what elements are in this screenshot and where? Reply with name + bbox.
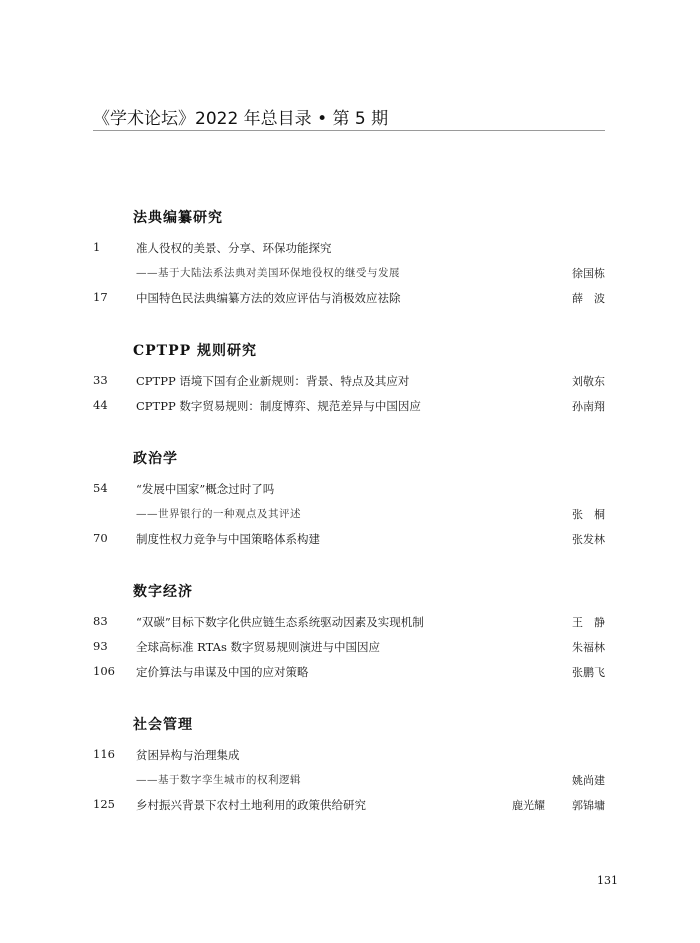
section-heading: 数字经济: [133, 584, 193, 600]
toc-entry-subtitle: [93, 265, 605, 285]
entry-title: CPTPP 语境下国有企业新规则：背景、特点及其应对: [136, 374, 410, 388]
entry-page: 70: [93, 531, 108, 545]
entry-title: 贫困异构与治理集成: [136, 748, 240, 762]
toc-entry: [93, 664, 605, 684]
page-title: 《学术论坛》2022 年总目录 • 第 5 期: [93, 109, 389, 129]
toc-entry-subtitle: [93, 772, 605, 792]
toc-entry: [93, 614, 605, 634]
toc-entry: [93, 639, 605, 659]
entry-author: 姚尚建: [572, 774, 605, 787]
entry-title: “发展中国家”概念过时了吗: [136, 482, 275, 496]
entry-author: 刘敬东: [572, 375, 605, 388]
title-rule: [93, 130, 605, 131]
entry-title: 全球高标准 RTAs 数字贸易规则演进与中国因应: [136, 640, 381, 654]
toc-entry: [93, 481, 605, 501]
entry-page: 83: [93, 614, 108, 628]
entry-author: 薛 波: [572, 292, 605, 305]
section-heading: CPTPP 规则研究: [133, 343, 258, 359]
entry-title: CPTPP 数字贸易规则：制度博弈、规范差异与中国因应: [136, 399, 421, 413]
entry-author: 朱福林: [572, 641, 605, 654]
entry-page: 44: [93, 398, 108, 412]
entry-page: 1: [93, 240, 101, 254]
entry-author: 张发林: [572, 533, 605, 546]
page-number: 131: [597, 874, 618, 887]
section-heading: 法典编纂研究: [133, 210, 223, 226]
entry-page: 125: [93, 797, 115, 811]
section-heading: 政治学: [133, 451, 178, 467]
toc-entry: [93, 531, 605, 551]
entry-title: 中国特色民法典编纂方法的效应评估与消极效应祛除: [136, 291, 401, 305]
entry-author: 张 桐: [572, 508, 605, 521]
entry-page: 106: [93, 664, 115, 678]
entry-author: 张鹏飞: [572, 666, 605, 679]
entry-title: 定价算法与串谋及中国的应对策略: [136, 665, 309, 679]
entry-author: 孙南翔: [572, 400, 605, 413]
entry-page: 93: [93, 639, 108, 653]
entry-title: 乡村振兴背景下农村土地利用的政策供给研究: [136, 798, 366, 812]
entry-author: 徐国栋: [572, 267, 605, 280]
entry-subtitle: ——基于大陆法系法典对美国环保地役权的继受与发展: [136, 267, 400, 279]
toc-entry: [93, 290, 605, 310]
section-heading: 社会管理: [133, 717, 193, 733]
toc-entry: [93, 398, 605, 418]
entry-title: 制度性权力竞争与中国策略体系构建: [136, 532, 320, 546]
toc-entry-subtitle: [93, 506, 605, 526]
entry-author: 郭锦墉: [572, 799, 605, 812]
toc-entry: [93, 373, 605, 393]
entry-title: “双碳”目标下数字化供应链生态系统驱动因素及实现机制: [136, 615, 424, 629]
entry-page: 33: [93, 373, 108, 387]
entry-page: 17: [93, 290, 108, 304]
entry-coauthor: 鹿光耀: [512, 799, 545, 812]
entry-author: 王 静: [572, 616, 605, 629]
toc-entry: [93, 747, 605, 767]
entry-title: 准人役权的美景、分享、环保功能探究: [136, 241, 332, 255]
entry-page: 116: [93, 747, 115, 761]
toc-entry: [93, 797, 605, 817]
entry-subtitle: ——基于数字孪生城市的权利逻辑: [136, 774, 301, 786]
toc-entry: [93, 240, 605, 260]
entry-page: 54: [93, 481, 108, 495]
entry-subtitle: ——世界银行的一种观点及其评述: [136, 508, 301, 520]
